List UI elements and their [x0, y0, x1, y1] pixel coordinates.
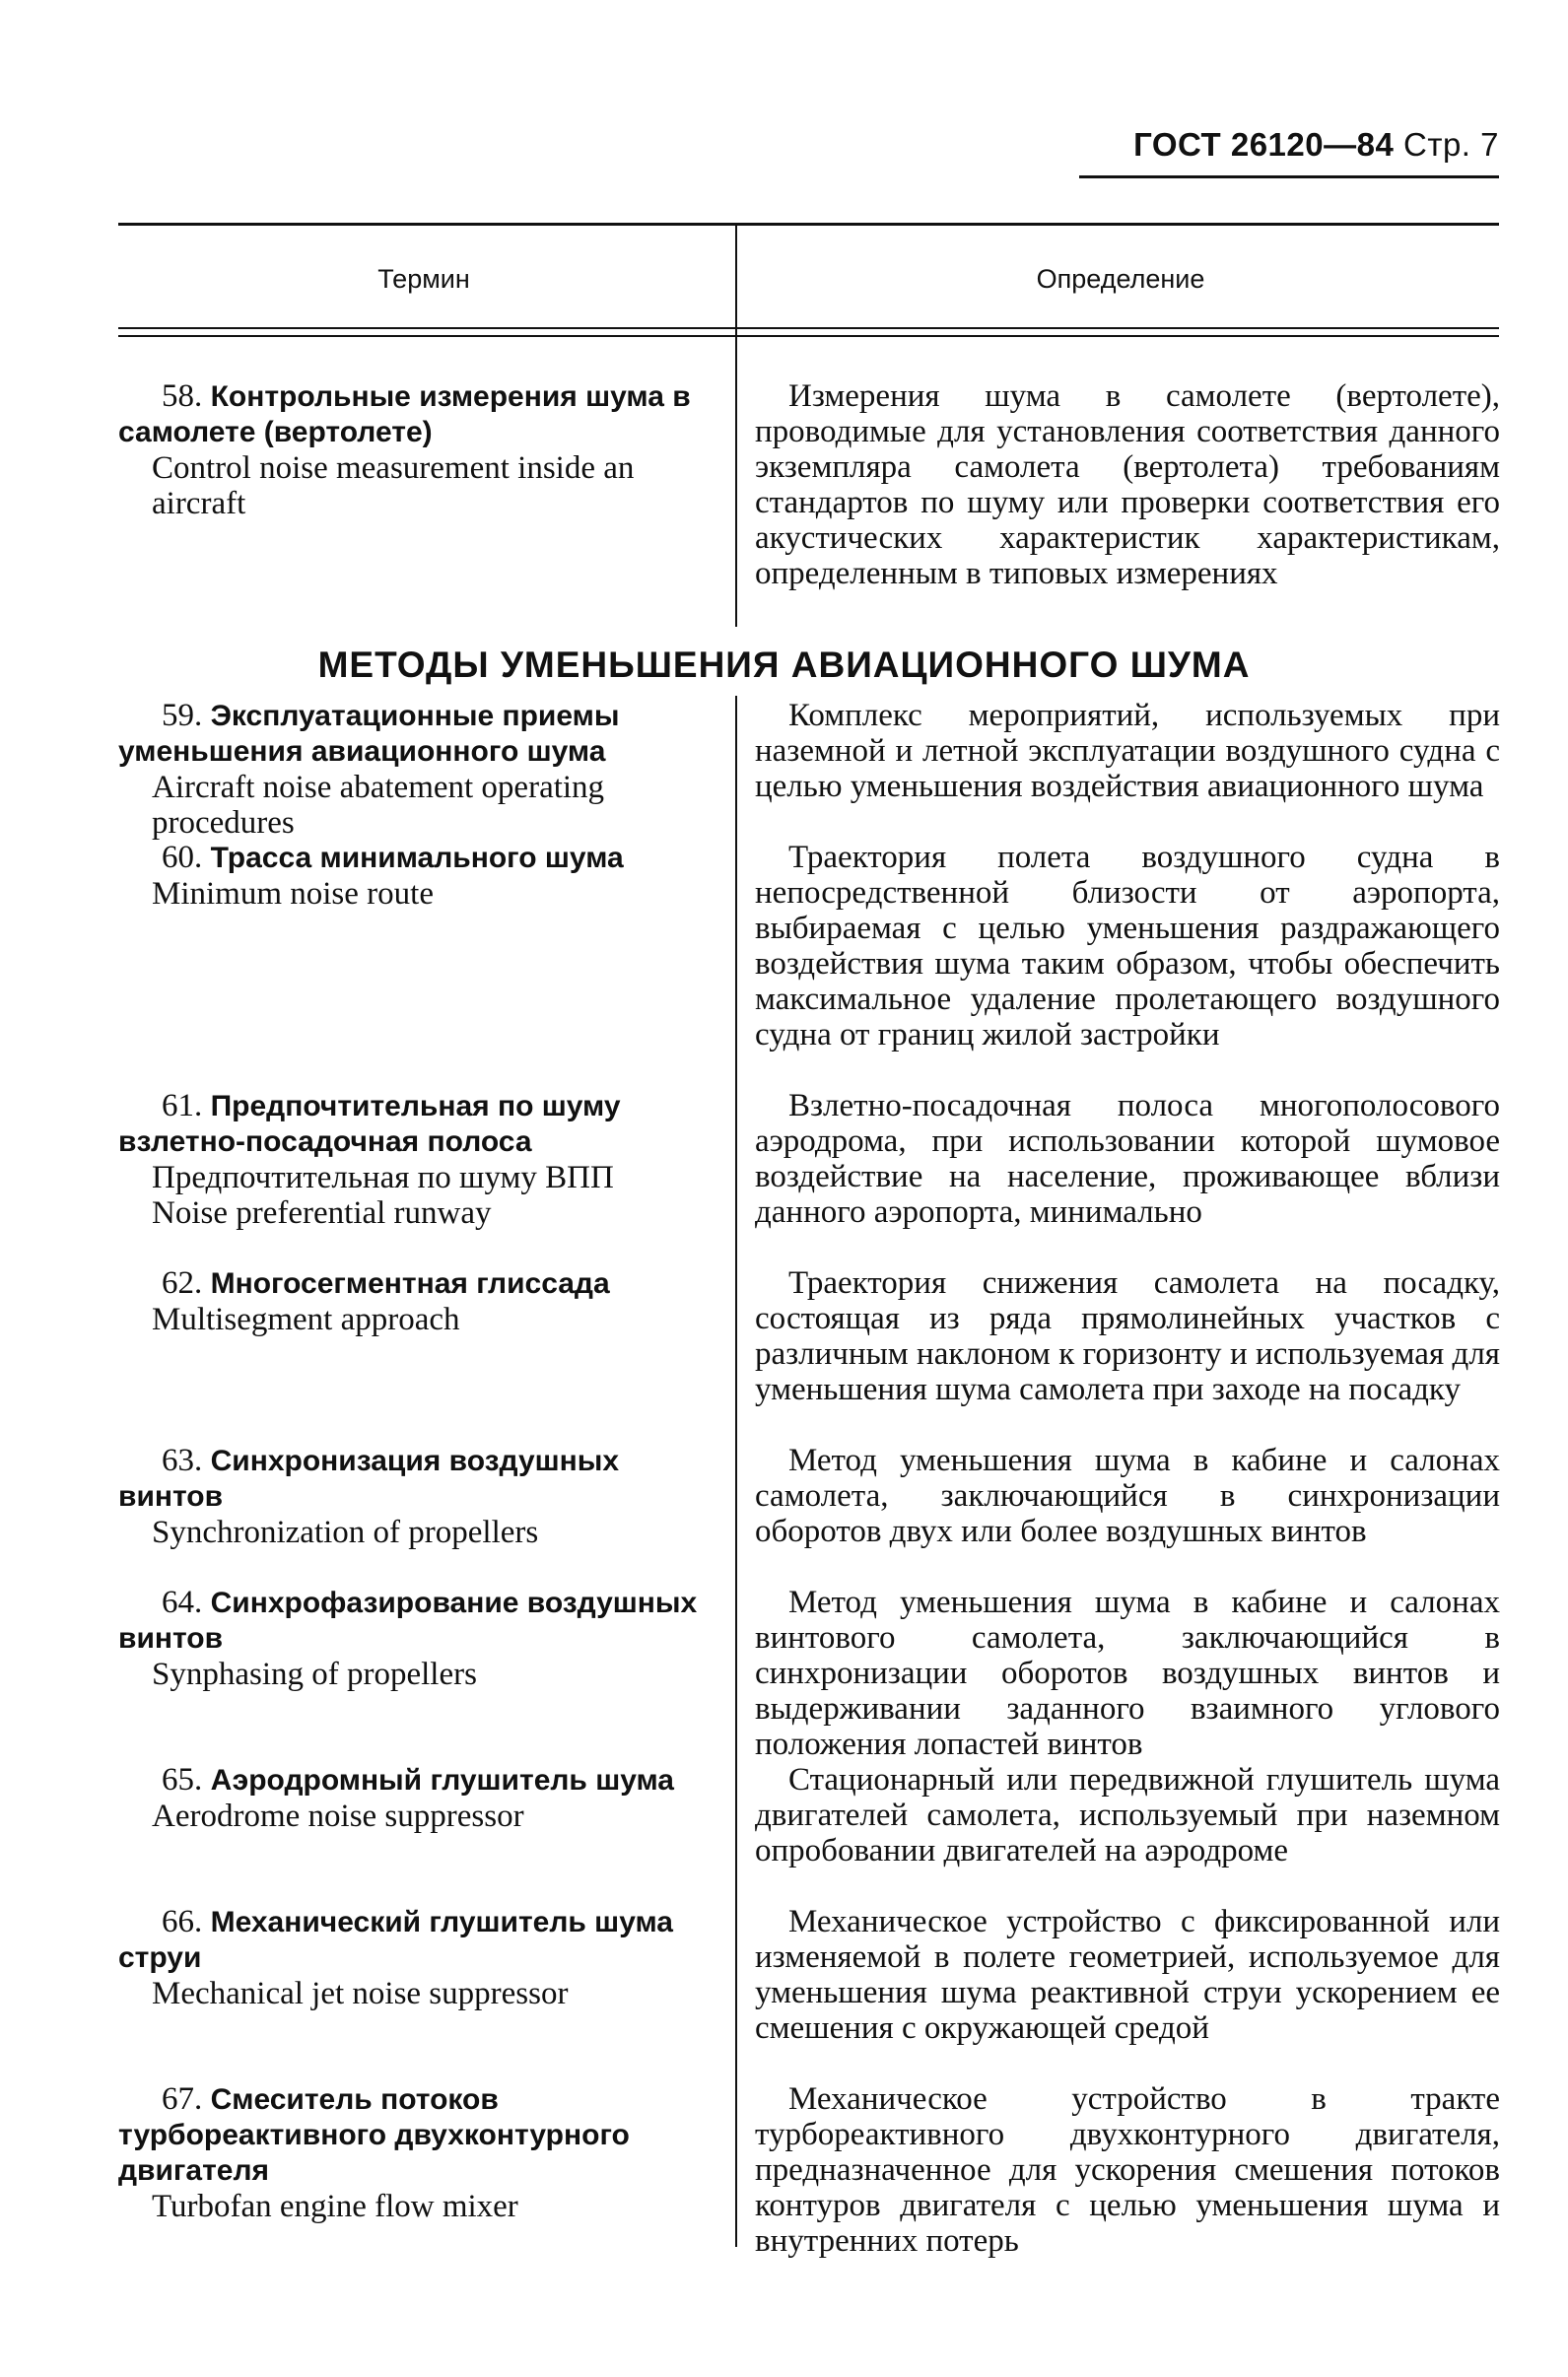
table-header-rule [118, 327, 1499, 337]
term-title: 58. Контрольные измерения шума в самолете (вертолете) [118, 378, 691, 448]
definition-entry-62: Траектория снижения самолета на посадку, состоящая из ряда прямолинейных участков с различным наклоном к горизонту и используемая для уменьшения шума самолета при заходе на посадку [755, 1265, 1500, 1407]
term-entry-63: 63. Синхронизация воздушных винтов Synchronization of propellers [118, 1443, 620, 1550]
term-entry-58 [118, 378, 705, 521]
column-header-definition: Определение [1036, 264, 1205, 294]
section-title: МЕТОДЫ УМЕНЬШЕНИЯ АВИАЦИОННОГО ШУМА [317, 645, 1251, 685]
definition-entry-60: Траектория полета воздушного судна в непосредственной близости от аэропорта, выбираемая с целью уменьшения раздражающего воздействия шума таким образом, чтобы обеспечить максимальное удаление пролетающего воздушного судна от границ жилой застройки [755, 840, 1500, 1053]
header-rule [1079, 175, 1499, 178]
definition-entry-66: Механическое устройство с фиксированной или изменяемой в полете геометрией, используемое для уменьшения шума реактивной струи ускорением ее смешения с окружающей средой [755, 1904, 1500, 2046]
definition-entry-61: Взлетно-посадочная полоса многополосового аэродрома, при использовании которой шумовое воздействие на население, проживающее вблизи данного аэропорта, минимально [755, 1088, 1500, 1230]
term-entry-60: 60. Трасса минимального шума Minimum noise route [152, 840, 624, 912]
table-top-rule [118, 223, 1499, 226]
definition-entry-65: Стационарный или передвижной глушитель шума двигателей самолета, используемый при наземном опробовании двигателей на аэродроме [755, 1762, 1500, 1868]
page-header [1133, 126, 1499, 164]
definition-entry-67: Механическое устройство в тракте турбореактивного двухконтурного двигателя, предназначенное для ускорения смешения потоков контуров двигателя с целью уменьшения шума и внутренних потерь [755, 2081, 1500, 2259]
term-entry-66: 66. Механический глушитель шума струи Mechanical jet noise suppressor [118, 1904, 673, 2011]
definition-entry-64: Метод уменьшения шума в кабине и салонах винтового самолета, заключающийся в синхронизации оборотов воздушных винтов и выдерживании заданного взаимного углового положения лопастей винтов [755, 1585, 1500, 1762]
standard-code: ГОСТ 26120—84 [1133, 126, 1395, 163]
definition-entry-58: Измерения шума в самолете (вертолете), проводимые для установления соответствия данного экземпляра самолета (вертолета) требованиям стандартов по шуму или проверки соответствия его акустических характеристик характеристикам, определенным в типовых измерениях [755, 378, 1500, 591]
term-entry-61: 61. Предпочтительная по шуму взлетно-посадочная полоса Предпочтительная по шуму ВПП Noise preferential runway [118, 1088, 621, 1231]
page-number: Стр. 7 [1403, 126, 1499, 163]
term-entry-64: 64. Синхрофазирование воздушных винтов Synphasing of propellers [118, 1585, 698, 1692]
definition-entry-59: Комплекс мероприятий, используемых при наземной и летной эксплуатации воздушного судна с целью уменьшения воздействия авиационного шума [755, 698, 1500, 804]
term-entry-67: 67. Смеситель потоков турбореактивного двухконтурного двигателя Turbofan engine flow mixer [118, 2081, 630, 2224]
term-number: 58. [162, 378, 203, 414]
term-entry-65: 65. Аэродромный глушитель шума Aerodrome noise suppressor [152, 1762, 674, 1834]
definition-entry-63: Метод уменьшения шума в кабине и салонах самолета, заключающийся в синхронизации оборотов двух или более воздушных винтов [755, 1443, 1500, 1549]
term-english: Control noise measurement inside an aircraft [152, 450, 635, 521]
column-header-term: Термин [377, 264, 470, 294]
term-entry-59: 59. Эксплуатационные приемы уменьшения авиационного шума Aircraft noise abatement operating procedures [118, 698, 620, 841]
term-entry-62: 62. Многосегментная глиссада Multisegment approach [152, 1265, 610, 1337]
column-divider-main [735, 696, 737, 2247]
column-divider-top [735, 223, 737, 627]
